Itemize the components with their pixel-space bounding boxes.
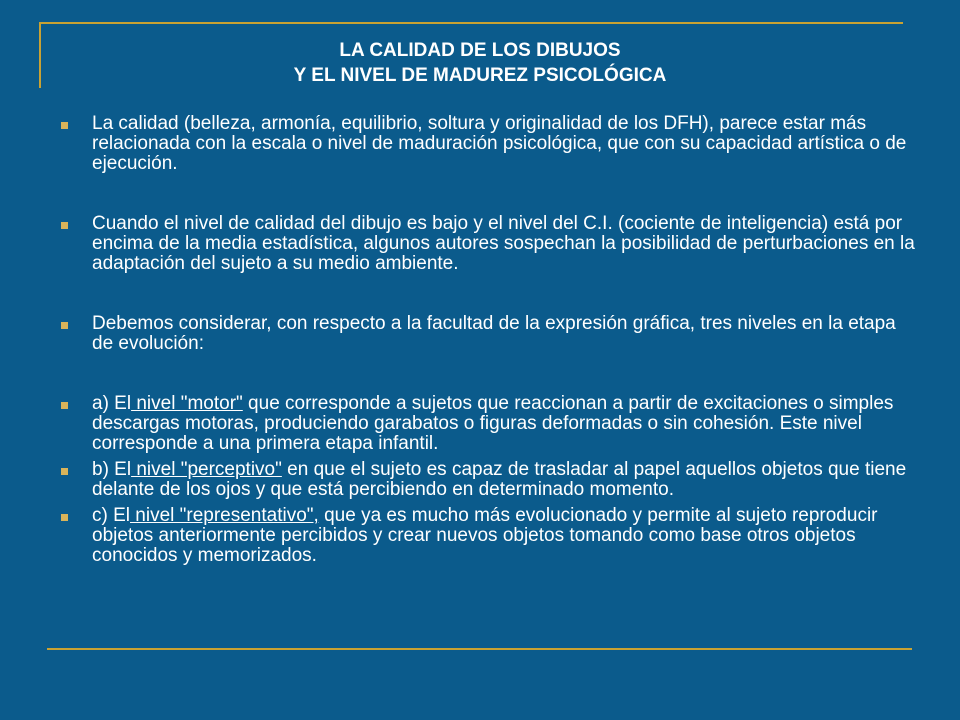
level-item [58, 394, 918, 454]
title-line-1: LA CALIDAD DE LOS DIBUJOS [339, 40, 621, 61]
level-description: que ya es mucho más evolucionado y permite al sujeto reproducir objetos anteriormente percibidos y crear nuevos objetos tomando como base otros objetos conocidos y memorizados. [92, 505, 878, 566]
level-prefix: a) El [92, 393, 132, 414]
frame-top-line [39, 22, 903, 24]
level-name: nivel "motor" [131, 393, 243, 414]
level-prefix: c) El [92, 505, 130, 526]
square-bullet-icon [61, 122, 68, 129]
level-description: que corresponde a sujetos que reaccionan a partir de excitaciones o simples descargas motoras, produciendo garabatos o figuras deformadas o sin cohesión. Este nivel corresponde a una primera etapa infantil. [92, 393, 894, 454]
title-line-2: Y EL NIVEL DE MADUREZ PSICOLÓGICA [293, 65, 667, 86]
level-name: nivel "representativo", [130, 505, 319, 526]
level-name: nivel "perceptivo" [131, 459, 282, 480]
bullet-item [58, 214, 918, 274]
level-item [58, 506, 918, 566]
square-bullet-icon [61, 402, 68, 409]
level-prefix: b) El [92, 459, 132, 480]
square-bullet-icon [61, 322, 68, 329]
bullet-text: Debemos considerar, con respecto a la facultad de la expresión gráfica, tres niveles en la etapa de evolución: [92, 313, 896, 354]
bullet-text: La calidad (belleza, armonía, equilibrio, soltura y originalidad de los DFH), parece estar más relacionada con la escala o nivel de maduración psicológica, que con su capacidad artística o de ejecución. [92, 113, 907, 174]
square-bullet-icon [61, 514, 68, 521]
frame-left-line [39, 22, 41, 88]
slide-title [120, 38, 840, 88]
square-bullet-icon [61, 468, 68, 475]
square-bullet-icon [61, 222, 68, 229]
level-description: en que el sujeto es capaz de trasladar al papel aquellos objetos que tiene delante de los ojos y que está percibiendo en determinado momento. [92, 459, 907, 500]
bullet-text: Cuando el nivel de calidad del dibujo es bajo y el nivel del C.I. (cociente de inteligencia) está por encima de la media estadística, algunos autores sospechan la posibilidad de perturbaciones en la adaptación del sujeto a su medio ambiente. [92, 213, 915, 274]
bullet-item [58, 114, 918, 174]
bullet-item [58, 314, 918, 354]
frame-bottom-line [47, 648, 912, 650]
level-item [58, 460, 918, 500]
slide-content [58, 114, 918, 572]
